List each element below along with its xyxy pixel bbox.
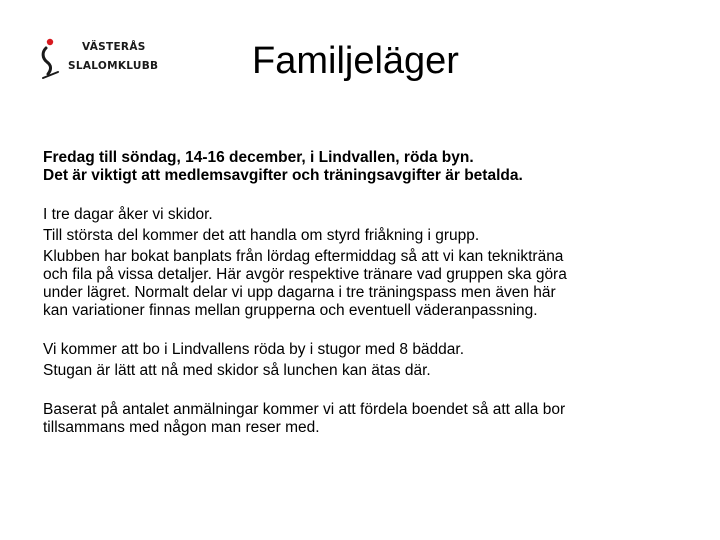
page-title: Familjeläger [252,40,459,82]
paragraph-line: Till största del kommer det att handla om styrd friåkning i grupp. [43,227,480,244]
intro-paragraph [43,149,693,185]
paragraph-line: Klubben har bokat banplats från lördag eftermiddag så att vi kan teknikträna [43,248,564,265]
paragraph-line: kan variationer finnas mellan grupperna och eventuell väderanpassning. [43,302,538,319]
intro-line: Fredag till söndag, 14-16 december, i Lindvallen, röda byn. [43,149,474,166]
club-logo [40,36,170,86]
paragraph-line: Vi kommer att bo i Lindvallens röda by i stugor med 8 bäddar. [43,341,465,358]
logo-text-line1: VÄSTERÅS [82,41,146,53]
paragraph-line: under lägret. Normalt delar vi upp dagarna i tre träningspass men även här [43,284,556,301]
paragraph-line: I tre dagar åker vi skidor. [43,206,213,223]
content-body [43,149,693,458]
paragraph-line: Stugan är lätt att nå med skidor så lunchen kan ätas där. [43,362,431,379]
skier-logo-icon [40,36,64,84]
lodging-allocation-paragraph [43,401,693,437]
paragraph-line: och fila på vissa detaljer. Här avgör respektive tränare vad gruppen ska göra [43,266,567,283]
paragraph-line: Baserat på antalet anmälningar kommer vi att fördela boendet så att alla bor [43,401,566,418]
accommodation-paragraph [43,341,693,380]
logo-text-line2: SLALOMKLUBB [68,60,159,72]
intro-line: Det är viktigt att medlemsavgifter och träningsavgifter är betalda. [43,167,523,184]
skiing-paragraph [43,206,693,320]
paragraph-line: tillsammans med någon man reser med. [43,419,320,436]
